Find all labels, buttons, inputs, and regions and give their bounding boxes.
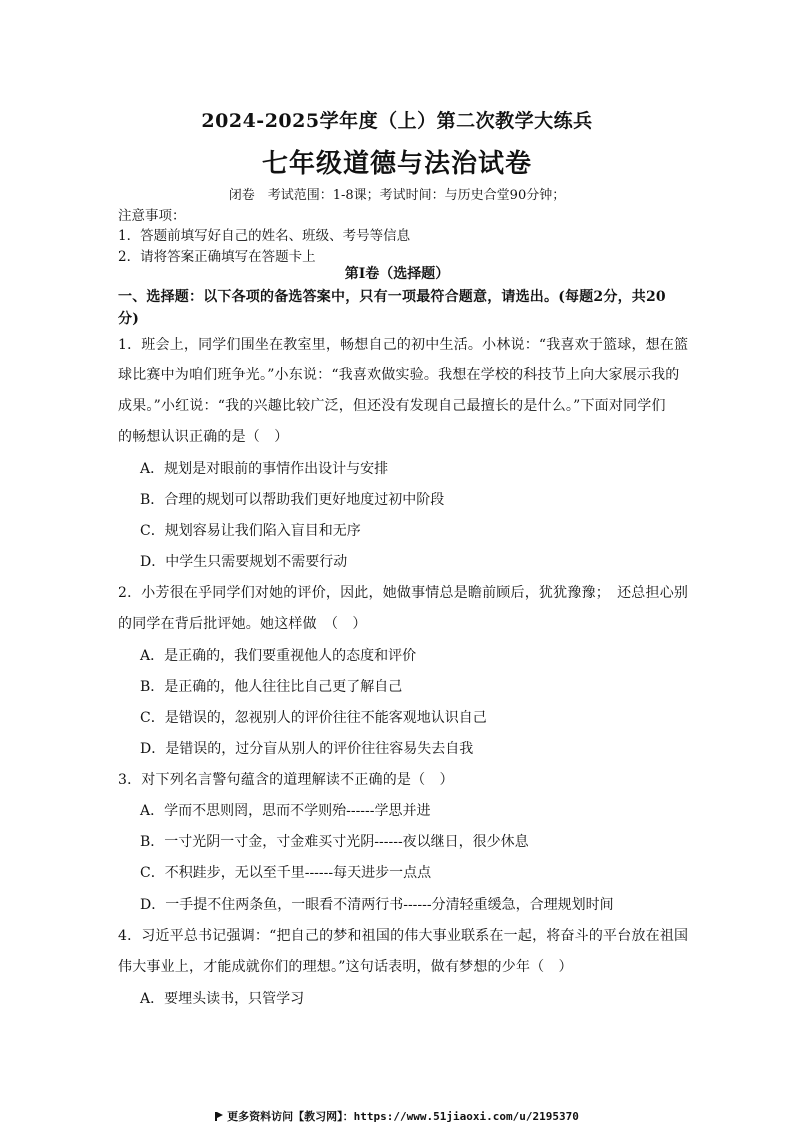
- question-3-text: 3．对下列名言警句蕴含的道理解读不正确的是（ ）: [118, 772, 454, 788]
- question-1-option-d: D．中学生只需要规划不需要行动: [140, 554, 348, 570]
- notice-heading: 注意事项：: [118, 208, 186, 224]
- section-instruction: 分): [118, 311, 140, 327]
- notice-item: 2．请将答案正确填写在答题卡上: [118, 249, 316, 265]
- question-1-option-a: A．规划是对眼前的事情作出设计与安排: [140, 461, 389, 477]
- question-3-option-b: B．一寸光阴一寸金，寸金难买寸光阴------夜以继日，很少休息: [140, 834, 529, 850]
- question-1-text: 的畅想认识正确的是（ ）: [118, 429, 289, 445]
- question-1-option-b: B．合理的规划可以帮助我们更好地度过初中阶段: [140, 492, 445, 508]
- footer-link[interactable]: [0, 1108, 794, 1124]
- section-instruction: 一、选择题：以下各项的备选答案中，只有一项最符合题意，请选出。(每题2分，共20: [118, 289, 666, 305]
- notice-item: 1．答题前填写好自己的姓名、班级、考号等信息: [118, 228, 411, 244]
- question-1-text: 球比赛中为咱们班争光。”小东说：“我喜欢做实验。我想在学校的科技节上向大家展示我的: [118, 367, 680, 383]
- exam-subject-title: 七年级道德与法治试卷: [261, 149, 532, 179]
- question-3-option-a: A．学而不思则罔，思而不学则殆------学思并进: [140, 803, 431, 819]
- question-4-option-a: A．要埋头读书，只管学习: [140, 991, 305, 1007]
- question-2-option-d: D．是错误的，过分盲从别人的评价往往容易失去自我: [140, 741, 474, 757]
- question-3-option-d: D．一手提不住两条鱼，一眼看不清两行书------分清轻重缓急，合理规划时间: [140, 897, 614, 913]
- exam-info: 闭卷 考试范围：1-8课；考试时间：与历史合堂90分钟；: [228, 188, 566, 203]
- question-4-text: 伟大事业上，才能成就你们的理想。”这句话表明，做有梦想的少年（ ）: [118, 959, 573, 975]
- question-2-text: 2．小芳很在乎同学们对她的评价，因此，她做事情总是瞻前顾后，犹犹豫豫； 还总担心别: [118, 585, 689, 601]
- section-title: 第Ⅰ卷（选择题）: [344, 266, 450, 282]
- question-3-option-c: C．不积跬步，无以至千里------每天进步一点点: [140, 865, 432, 881]
- question-1-option-c: C．规划容易让我们陷入盲目和无序: [140, 523, 361, 539]
- question-4-text: 4．习近平总书记强调：“把自己的梦和祖国的伟大事业联系在一起，将奋斗的平台放在祖国: [118, 928, 689, 944]
- question-2-option-a: A．是正确的，我们要重视他人的态度和评价: [140, 648, 417, 664]
- question-2-option-c: C．是错误的，忽视别人的评价往往不能客观地认识自己: [140, 710, 487, 726]
- question-2-option-b: B．是正确的，他人往往比自己更了解自己: [140, 679, 403, 695]
- flag-icon: [215, 1112, 223, 1121]
- question-1-text: 1．班会上，同学们围坐在教室里，畅想自己的初中生活。小林说：“我喜欢于篮球，想在篮: [118, 337, 689, 353]
- exam-title: 2024-2025学年度（上）第二次教学大练兵: [201, 110, 593, 132]
- question-1-text: 成果。”小红说：“我的兴趣比较广泛，但还没有发现自己最擅长的是什么。”下面对同学们: [118, 398, 666, 414]
- question-2-text: 的同学在背后批评她。她这样做 （ ）: [118, 616, 367, 632]
- footer-text: 更多资料访问【教习网】：https://www.51jiaoxi.com/u/2195370: [227, 1110, 579, 1123]
